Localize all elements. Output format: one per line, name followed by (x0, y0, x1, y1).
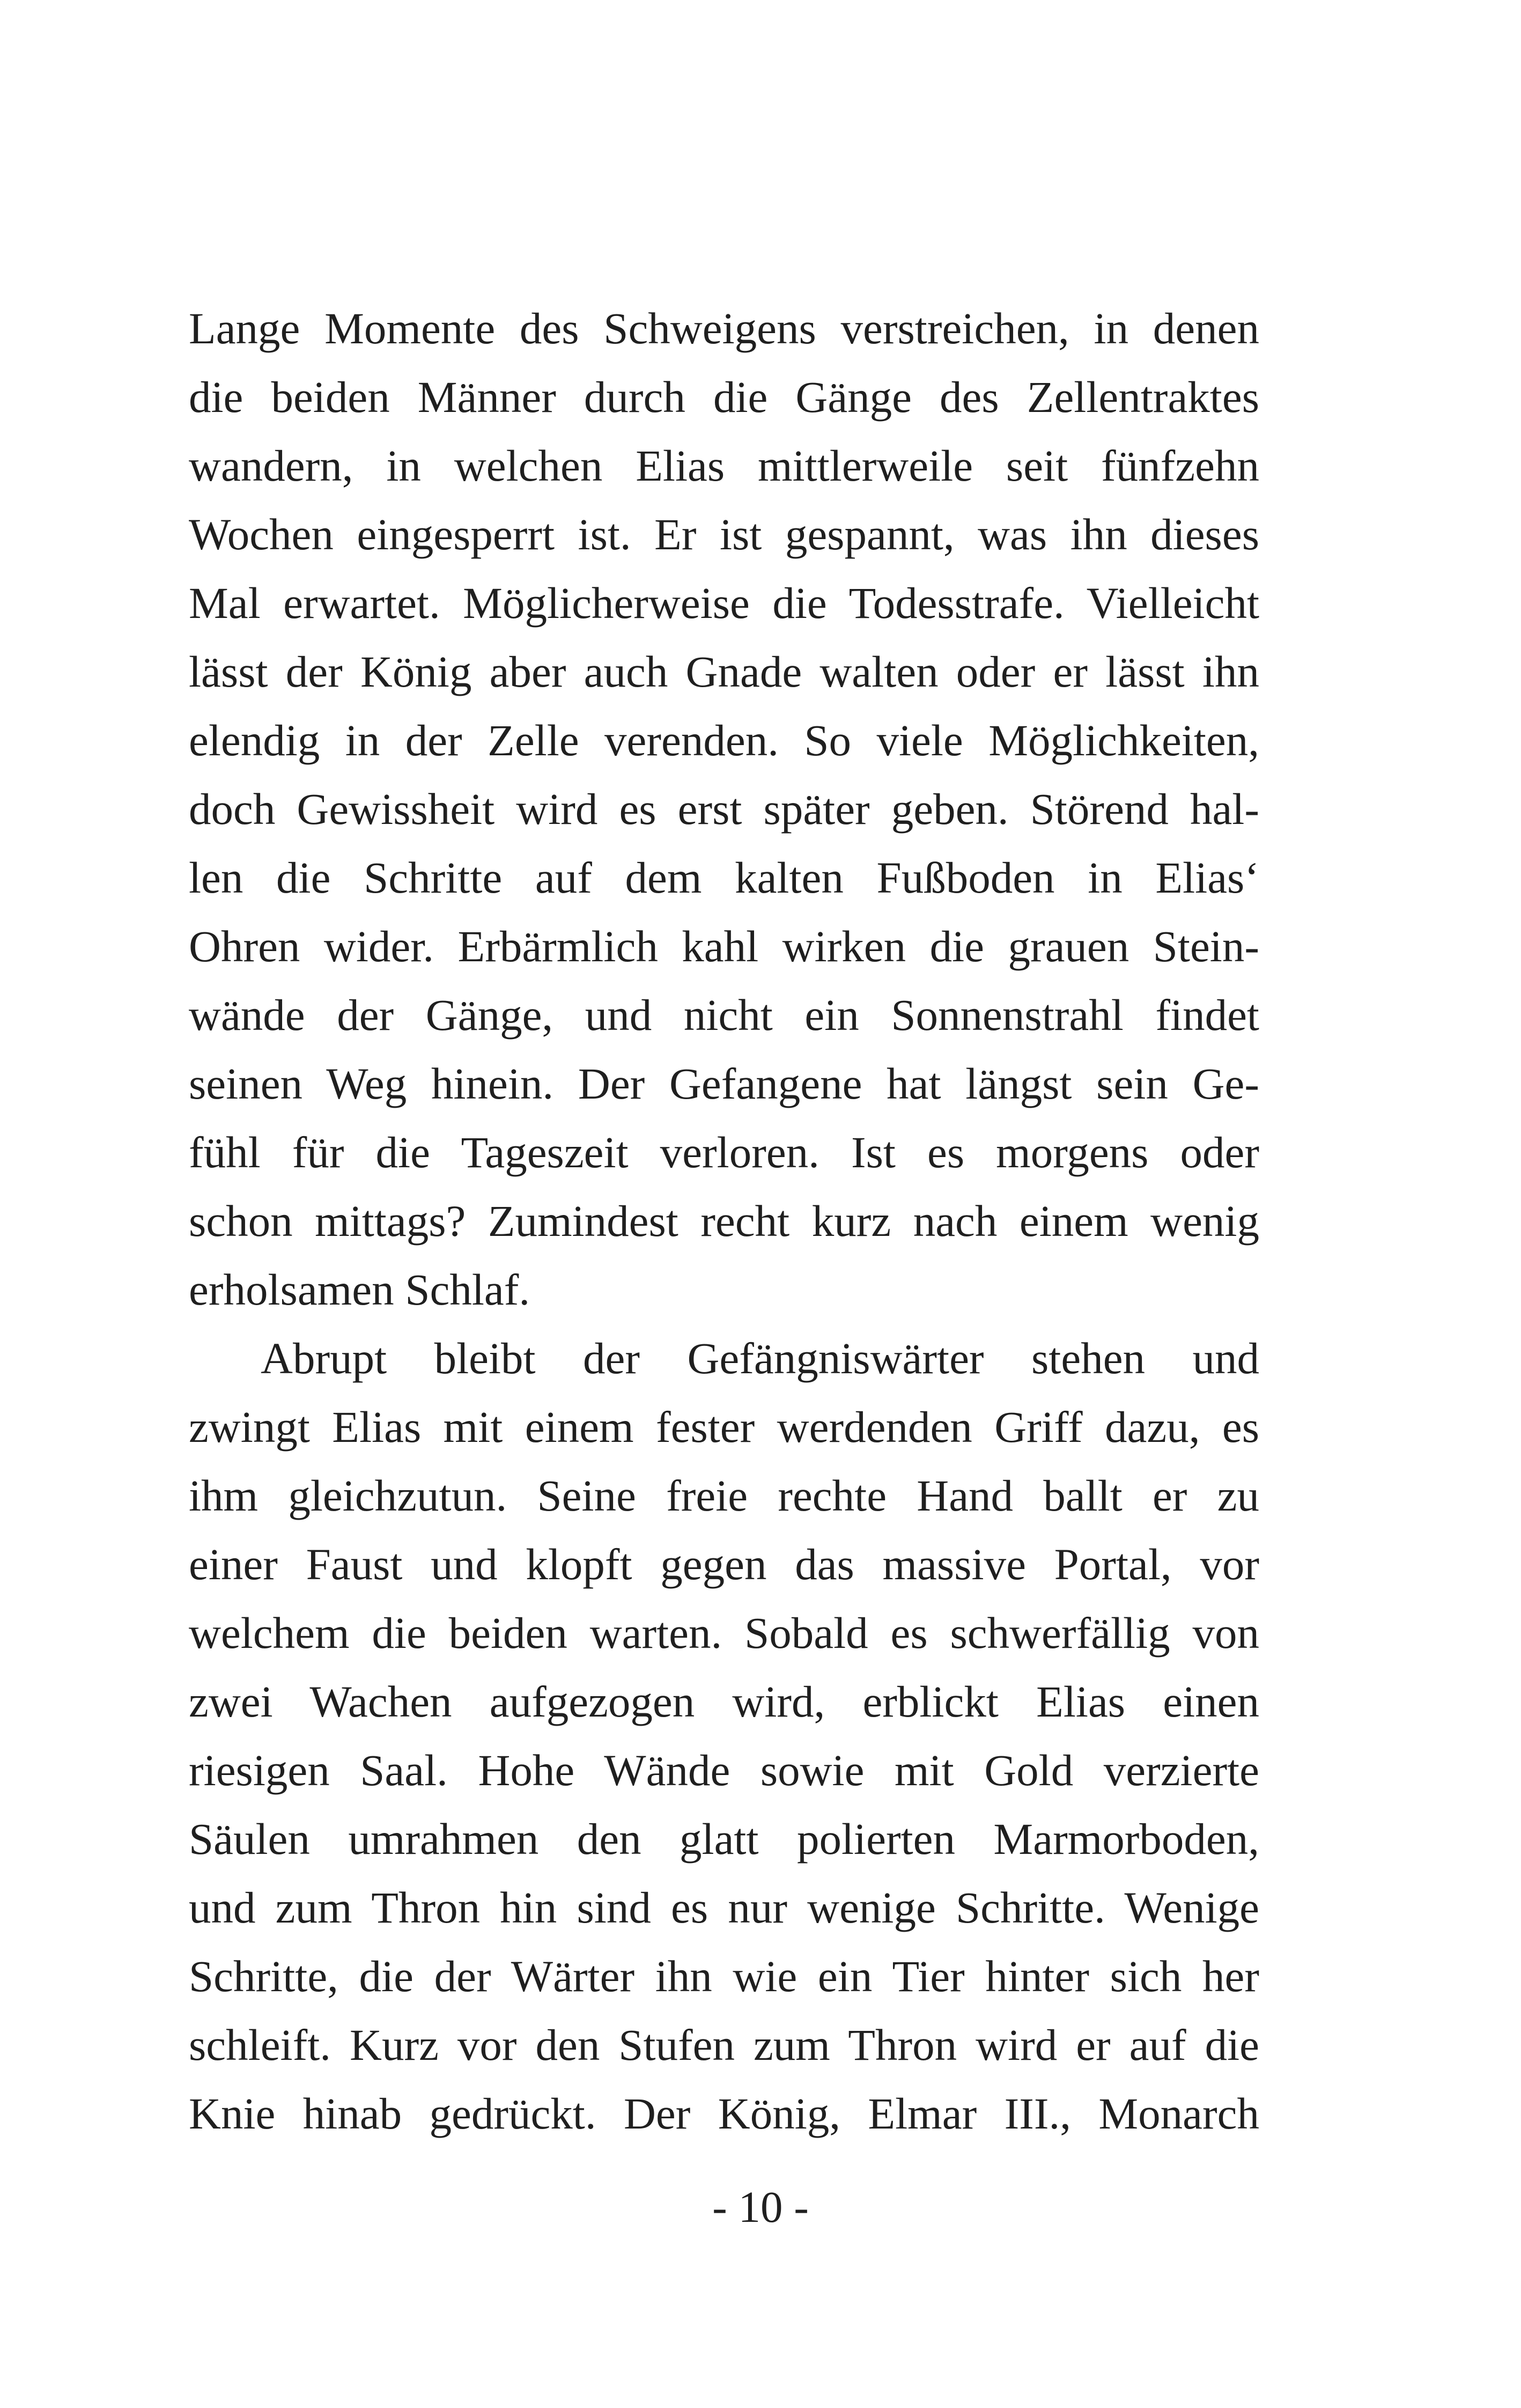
text-line: Knie hinab gedrückt. Der König, Elmar III., Monarch (189, 2089, 1259, 2138)
text-line: Wochen eingesperrt ist. Er ist gespannt, was ihn dieses (189, 510, 1259, 559)
text-line: welchem die beiden warten. Sobald es schwerfällig von (189, 1608, 1259, 1658)
text-line: und zum Thron hin sind es nur wenige Schritte. Wenige (189, 1883, 1259, 1932)
text-line: zwei Wachen aufgezogen wird, erblickt Elias einen (189, 1677, 1259, 1726)
text-line: ihm gleichzutun. Seine freie rechte Hand ballt er zu (189, 1471, 1259, 1520)
text-line: riesigen Saal. Hohe Wände sowie mit Gold verzierte (189, 1746, 1259, 1795)
text-line: Ohren wider. Erbärmlich kahl wirken die grauen Stein- (189, 922, 1259, 971)
text-line: doch Gewissheit wird es erst später geben. Störend hal- (189, 784, 1259, 834)
text-line: wände der Gänge, und nicht ein Sonnenstrahl findet (189, 990, 1259, 1040)
text-line: schleift. Kurz vor den Stufen zum Thron wird er auf die (189, 2020, 1259, 2070)
text-line: lässt der König aber auch Gnade walten oder er lässt ihn (189, 647, 1259, 696)
text-line: Lange Momente des Schweigens verstreichen, in denen (189, 304, 1259, 353)
text-line: Säulen umrahmen den glatt polierten Marmorboden, (189, 1814, 1259, 1864)
text-line: wandern, in welchen Elias mittlerweile seit fünfzehn (189, 441, 1259, 490)
text-line: die beiden Männer durch die Gänge des Zellentraktes (189, 372, 1259, 422)
text-line: schon mittags? Zumindest recht kurz nach einem wenig (189, 1196, 1259, 1246)
paragraph (189, 294, 1259, 1324)
text-line: Mal erwartet. Möglicherweise die Todesstrafe. Vielleicht (189, 578, 1259, 628)
paragraph (189, 1324, 1259, 2148)
text-line: Abrupt bleibt der Gefängniswärter stehen und (261, 1334, 1259, 1383)
text-line: zwingt Elias mit einem fester werdenden Griff dazu, es (189, 1402, 1259, 1452)
text-line: elendig in der Zelle verenden. So viele Möglichkeiten, (189, 716, 1259, 765)
text-line: erholsamen Schlaf. (189, 1265, 530, 1314)
text-line: einer Faust und klopft gegen das massive Portal, vor (189, 1540, 1259, 1589)
text-line: len die Schritte auf dem kalten Fußboden in Elias‘ (189, 853, 1259, 902)
text-line: seinen Weg hinein. Der Gefangene hat längst sein Ge- (189, 1059, 1259, 1108)
page-number: - 10 - (712, 2182, 809, 2232)
body-text (189, 294, 1259, 2148)
text-line: fühl für die Tageszeit verloren. Ist es morgens oder (189, 1128, 1259, 1177)
text-line: Schritte, die der Wärter ihn wie ein Tier hinter sich her (189, 1952, 1259, 2001)
